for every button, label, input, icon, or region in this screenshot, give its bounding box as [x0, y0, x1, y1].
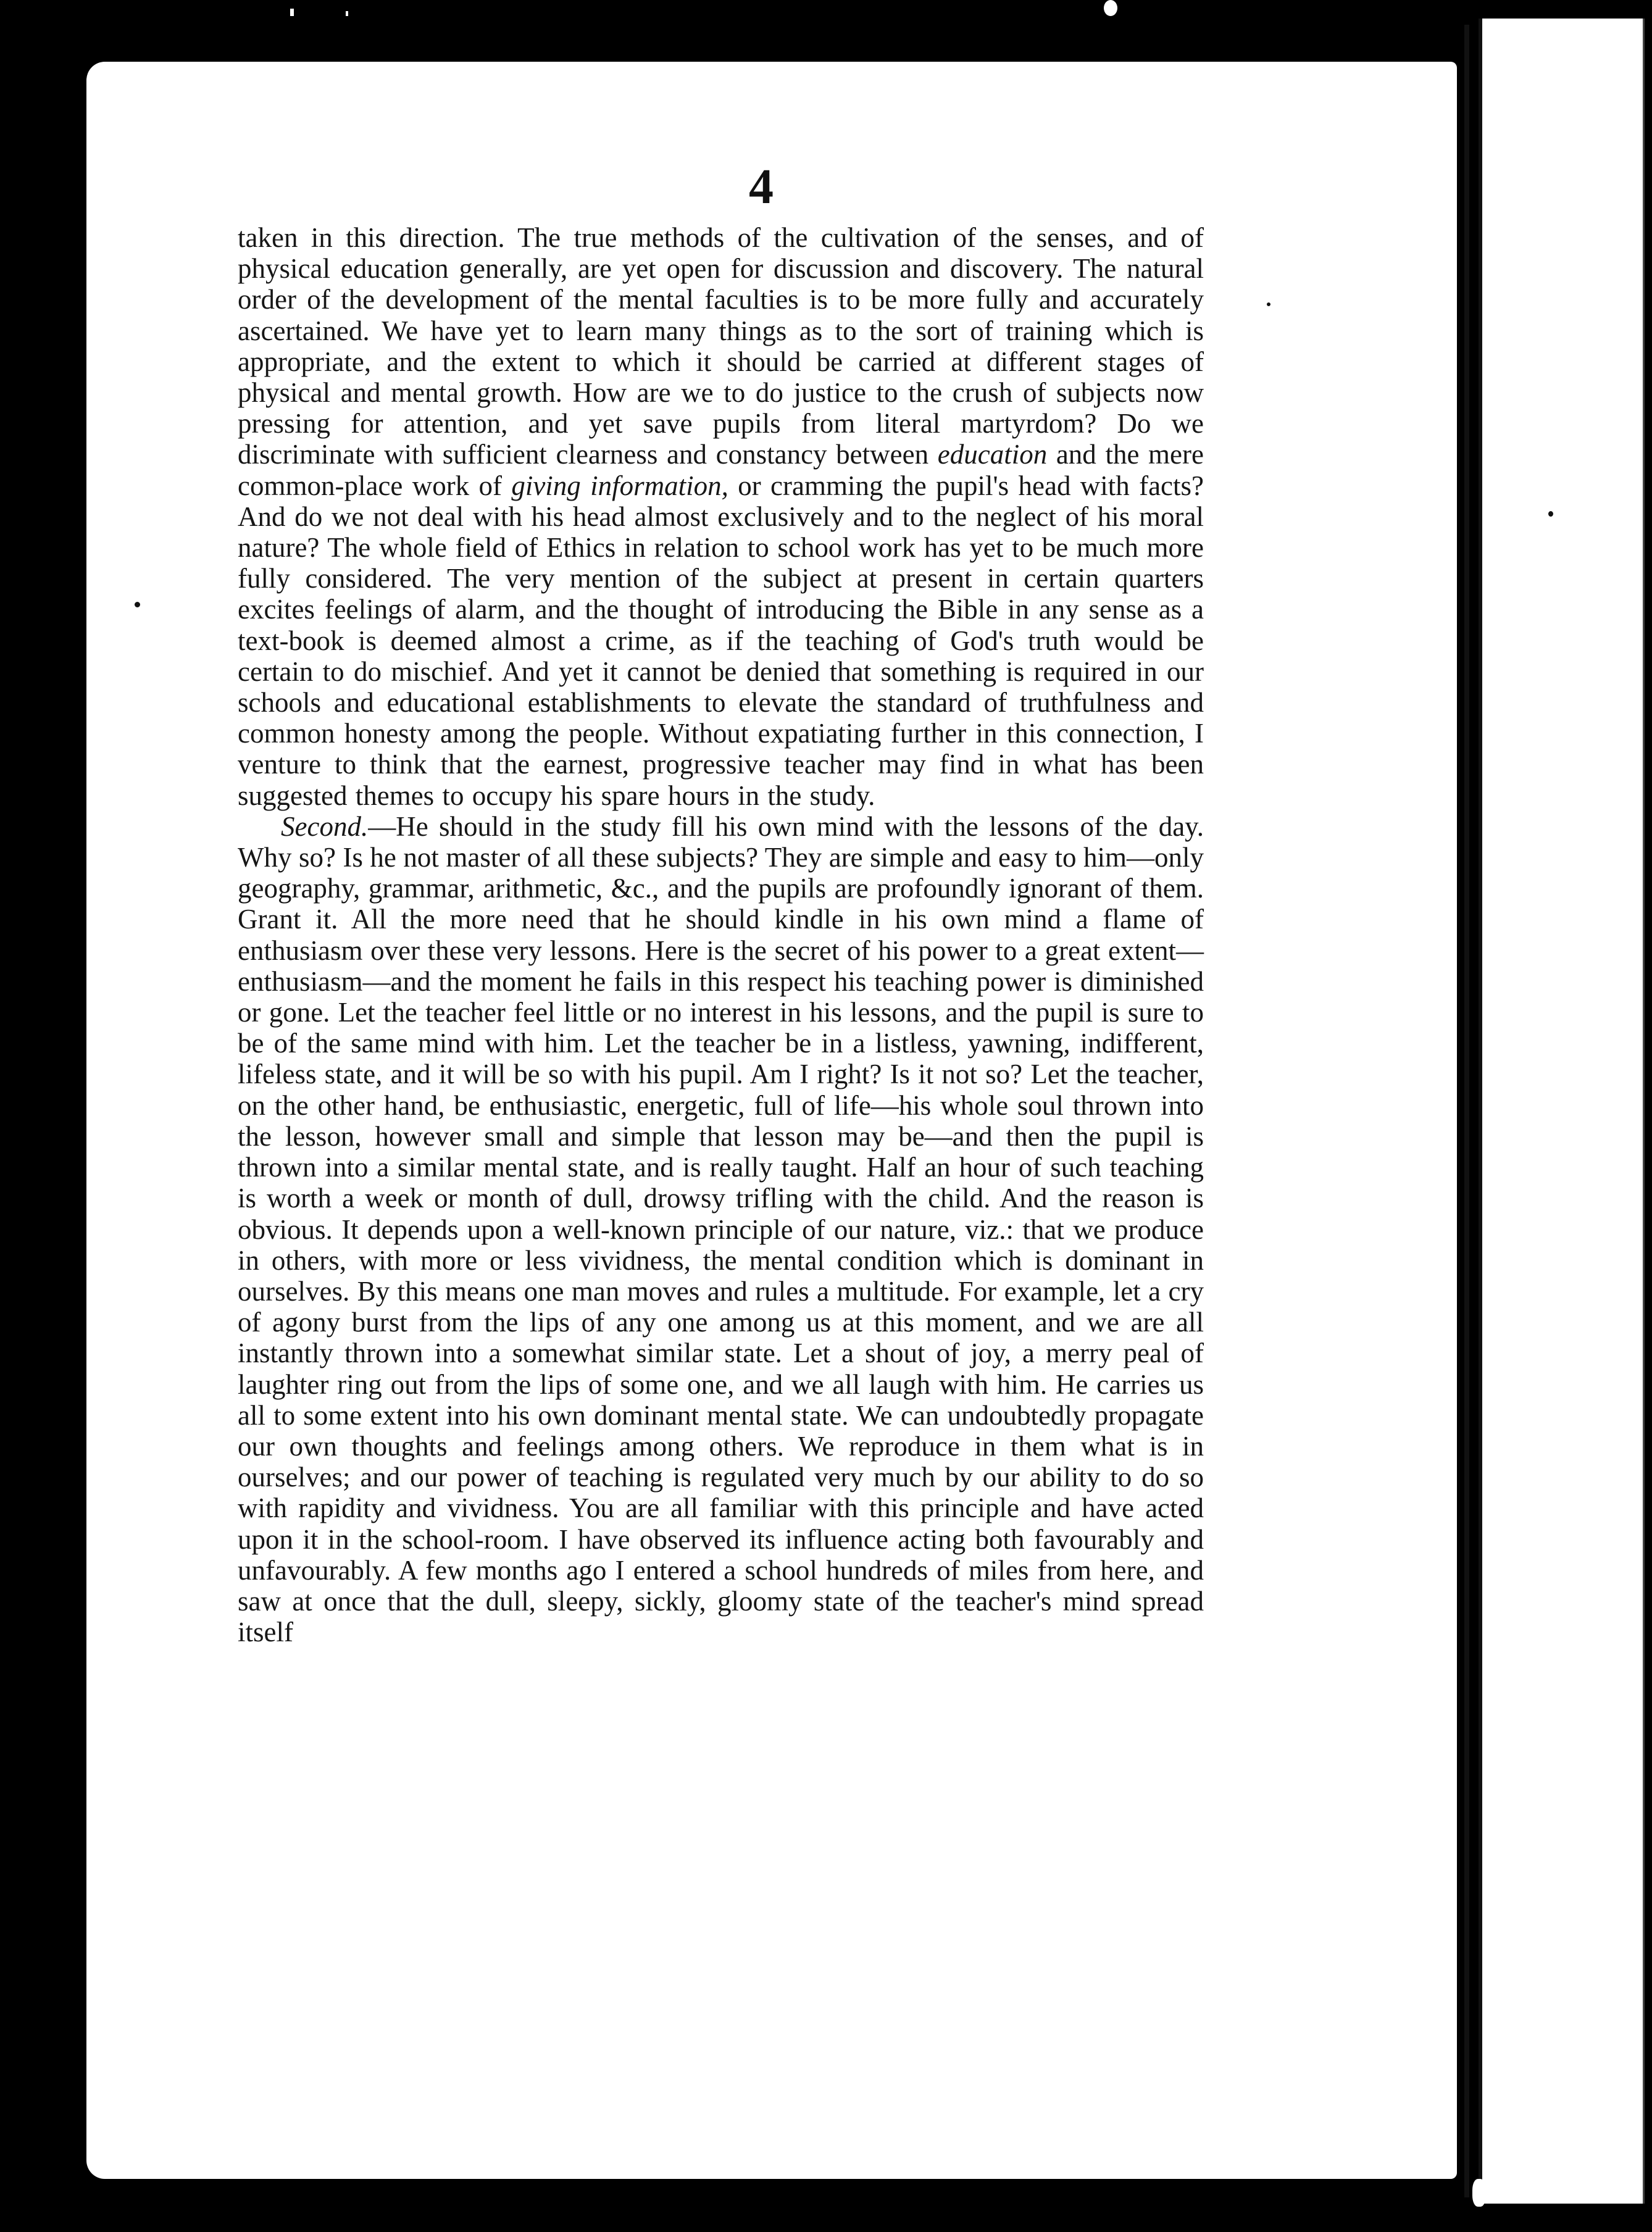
scan-speck: [290, 9, 294, 16]
emphasis-giving-information: giving information,: [511, 470, 728, 501]
body-text: [238, 222, 1204, 1647]
scan-speck: [1548, 511, 1553, 517]
scan-speck: [346, 11, 348, 16]
paragraph-1-text-c: or cramming the pupil's head with facts? And do we not deal with his head almost exclusively and to the neglect of his moral nature? The whole field of Ethics in relation to school work has yet to be much more fully considered. The very mention of the subject at present in certain quarters excites feelings of alarm, and the thought of introducing the Bible in any sense as a text-book is deemed almost a crime, as if the teaching of God's truth would be certain to do mischief. And yet it cannot be denied that something is required in our schools and educational establishments to elevate the standard of truthfulness and common honesty among the people. Without expatiating further in this connection, I venture to think that the earnest, progressive teacher may find in what has been suggested themes to occupy his spare hours in the study.: [238, 470, 1204, 811]
paragraph-2-text: —He should in the study fill his own mind with the lessons of the day. Why so? Is he not master of all these subjects? They are simple and easy to him—only geography, grammar, arithmetic, &c., and the pupils are profoundly ignorant of them. Grant it. All the more need that he should kindle in his own mind a flame of enthusiasm over these very lessons. Here is the secret of his power to a great extent—enthusiasm—and the moment he fails in this respect his teaching power is diminished or gone. Let the teacher feel little or no interest in his lessons, and the pupil is sure to be of the same mind with him. Let the teacher be in a listless, yawning, indifferent, lifeless state, and it will be so with his pupil. Am I right? Is it not so? Let the teacher, on the other hand, be enthusiastic, energetic, full of life—his whole soul thrown into the lesson, however small and simple that lesson may be—and then the pupil is thrown into a similar mental state, and is really taught. Half an hour of such teaching is worth a week or month of dull, drowsy trifling with the child. And the reason is obvious. It depends upon a well-known principle of our nature, viz.: that we produce in others, with more or less vividness, the mental condition which is dominant in ourselves. By this means one man moves and rules a multitude. For example, let a cry of agony burst from the lips of any one among us at this moment, and we are all instantly thrown into a somewhat similar state. Let a shout of joy, a merry peal of laughter ring out from the lips of some one, and we all laugh with him. He carries us all to some extent into his own dominant mental state. We can undoubtedly propagate our own thoughts and feelings among others. We reproduce in them what is in ourselves; and our power of teaching is regulated very much by our ability to do so with rapidity and vividness. You are all familiar with this principle and have acted upon it in the school-room. I have observed its influence acting both favourably and unfavourably. A few months ago I entered a school hundreds of miles from here, and saw at once that the dull, sleepy, sickly, gloomy state of the teacher's mind spread itself: [238, 810, 1204, 1648]
paragraph-1-text-b: and the mere common-place work of: [238, 439, 1204, 501]
scan-speck: [1267, 302, 1270, 306]
paragraph-1: [238, 222, 1204, 811]
scan-speck: [1472, 2179, 1486, 2207]
scan-speck: [135, 602, 140, 607]
page-edge-shadow: [1464, 25, 1469, 2197]
emphasis-education: education: [937, 439, 1048, 470]
paragraph-2: [238, 811, 1204, 1647]
scan-speck: [1104, 0, 1117, 16]
page-number: 4: [749, 160, 774, 214]
paragraph-1-text-a: taken in this direction. The true methods of the cultivation of the senses, and of physical education generally, are yet open for discussion and discovery. The natural order of the development of the mental faculties is to be more fully and accurately ascertained. We have yet to learn many things as to the sort of training which is appropriate, and the extent to which it should be carried at different stages of physical and mental growth. How are we to do justice to the crush of subjects now pressing for attention, and yet save pupils from literal martyrdom? Do we discriminate with sufficient clearness and constancy between: [238, 222, 1204, 470]
facing-page-edge: [1479, 19, 1645, 2204]
paragraph-2-lead: Second.: [281, 810, 369, 842]
